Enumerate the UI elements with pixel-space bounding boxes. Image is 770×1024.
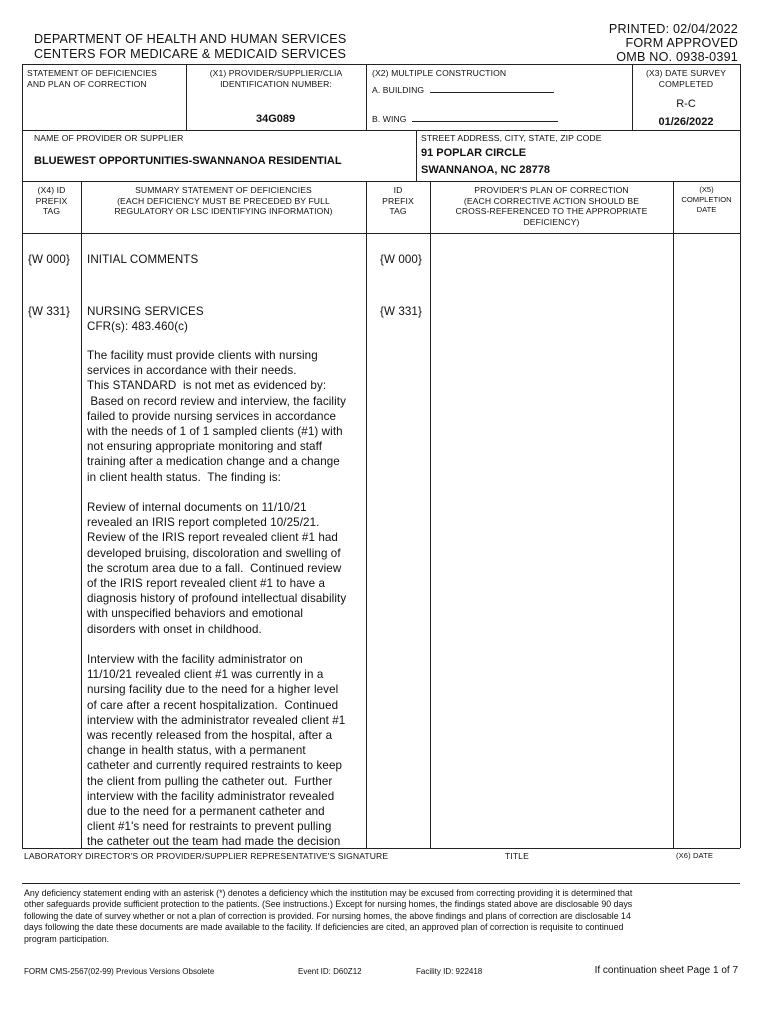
- x2-label: (X2) MULTIPLE CONSTRUCTION: [372, 68, 507, 78]
- form-number: FORM CMS-2567(02-99) Previous Versions Obsolete: [24, 967, 215, 976]
- narrative-paragraph: [87, 652, 363, 850]
- address-line-2: SWANNANOA, NC 28778: [421, 164, 550, 176]
- plan-column-header: PROVIDER'S PLAN OF CORRECTION (EACH CORRECTIVE ACTION SHOULD BE CROSS-REFERENCED TO THE APPROPRIATE DEFICIENCY): [455, 185, 648, 227]
- tag-w331-left: {W 331}: [28, 305, 70, 318]
- narrative-line: of the IRIS report revealed client #1 to have a: [87, 577, 326, 591]
- cfr-reference: CFR(s): 483.460(c): [87, 320, 189, 334]
- narrative-line: with unspecified behaviors and emotional: [87, 607, 304, 621]
- completion-column-header: (X5) COMPLETION DATE: [681, 185, 732, 214]
- summary-column-header: SUMMARY STATEMENT OF DEFICIENCIES (EACH DEFICIENCY MUST BE PRECEDED BY FULL REGULATORY OR LSC IDENTIFYING INFORMATION): [114, 185, 333, 216]
- narrative-line: of care after a recent hospitalization. Continued: [87, 698, 339, 712]
- narrative-line: revealed an IRIS report completed 10/25/21.: [87, 516, 320, 530]
- narrative-line: disorders with onset in childhood.: [87, 622, 262, 636]
- narrative-line: the catheter out the team had made the decision: [87, 835, 341, 849]
- disclaimer-line: following the date of survey whether or not a plan of correction is provided. For nursing homes, the above findings and plans of correction are disclosable 14: [24, 910, 631, 921]
- narrative-line: Interview with the facility administrator on: [87, 653, 303, 667]
- centers-name: CENTERS FOR MEDICARE & MEDICAID SERVICES: [34, 47, 347, 61]
- narrative-line: Based on record review and interview, the facility: [87, 394, 347, 408]
- disclaimer-line: other safeguards provide sufficient protection to the patients. (See instructions.) Except for nursing homes, the findings stated above are disclosable 90 days: [24, 899, 633, 910]
- form-meta: [609, 22, 738, 64]
- narrative-line: client #1's need for restraints to prevent pulling: [87, 820, 332, 834]
- provider-id-number: 34G089: [256, 113, 296, 125]
- narrative-line: due to the need for a permanent catheter and: [87, 805, 325, 819]
- department-name: DEPARTMENT OF HEALTH AND HUMAN SERVICES: [34, 32, 347, 46]
- narrative-paragraph: [87, 348, 363, 485]
- narrative-line: Review of internal documents on 11/10/21: [87, 501, 307, 515]
- narrative-line: This STANDARD is not met as evidenced by:: [87, 379, 327, 393]
- printed-date: PRINTED: 02/04/2022: [608, 22, 738, 36]
- narrative-line: services in accordance with their needs.: [87, 364, 297, 378]
- agency-heading: [34, 32, 346, 62]
- omb-number: OMB NO. 0938-0391: [616, 50, 738, 64]
- narrative-line: failed to provide nursing services in accordance: [87, 409, 337, 423]
- title-label: TITLE: [505, 851, 529, 861]
- disclaimer-line: Any deficiency statement ending with an asterisk (*) denotes a deficiency which the institution may be excused from correcting providing it is determined that: [24, 888, 633, 898]
- x1-label: (X1) PROVIDER/SUPPLIER/CLIA IDENTIFICATION NUMBER:: [209, 68, 343, 89]
- wing-blank: [412, 112, 558, 122]
- narrative-line: diagnosis history of profound intellectual disability: [87, 592, 347, 606]
- narrative-line: the client from pulling the catheter out. Further: [87, 774, 333, 788]
- narrative-line: Review of the IRIS report revealed client #1 had: [87, 531, 338, 545]
- date-label: (X6) DATE: [676, 851, 714, 860]
- disclaimer-line: program participation.: [24, 933, 110, 944]
- narrative-line: training after a medication change and a change: [87, 455, 340, 469]
- building-blank: [430, 83, 554, 93]
- narrative-line: interview with the administrator revealed client #1: [87, 713, 346, 727]
- survey-date: 01/26/2022: [658, 116, 714, 128]
- survey-code: R-C: [676, 98, 696, 110]
- narrative-line: interview with the facility administrator revealed: [87, 789, 335, 803]
- address-label: STREET ADDRESS, CITY, STATE, ZIP CODE: [421, 133, 602, 143]
- building-label: A. BUILDING: [372, 85, 425, 95]
- wing-label: B. WING: [372, 114, 407, 124]
- narrative-line: The facility must provide clients with nursing: [87, 349, 318, 362]
- tag-w331-right: {W 331}: [380, 305, 422, 318]
- narrative-line: catheter and currently required restraints to keep: [87, 759, 343, 773]
- narrative-line: nursing facility due to the need for a higher level: [87, 683, 339, 697]
- tag-w000-left: {W 000}: [28, 253, 70, 266]
- building-line: [372, 83, 554, 96]
- form-approved-label: FORM APPROVED: [625, 36, 738, 50]
- x3-label: (X3) DATE SURVEY COMPLETED: [645, 68, 727, 89]
- narrative-line: in client health status. The finding is:: [87, 470, 282, 484]
- initial-comments-title: INITIAL COMMENTS: [87, 253, 199, 266]
- wing-line: [372, 112, 558, 125]
- deficiency-narrative: [87, 348, 363, 865]
- address-line-1: 91 POPLAR CIRCLE: [421, 147, 527, 159]
- tag-w000-right: {W 000}: [380, 253, 422, 266]
- id-column-header: ID PREFIX TAG: [382, 185, 414, 216]
- page-number: If continuation sheet Page 1 of 7: [594, 965, 738, 976]
- event-id: Event ID: D60Z12: [298, 967, 362, 976]
- x4-column-header: (X4) ID PREFIX TAG: [35, 185, 68, 216]
- narrative-line: 11/10/21 revealed client #1 was currently in a: [87, 668, 324, 682]
- narrative-line: not ensuring appropriate monitoring and staff: [87, 440, 323, 454]
- disclaimer-line: days following the date these documents are made available to the facility. If deficiencies are cited, an approved plan of correction is requisite to continued: [24, 922, 624, 933]
- disclaimer-text: [24, 888, 740, 945]
- facility-id: Facility ID: 922418: [416, 967, 483, 976]
- provider-name: BLUEWEST OPPORTUNITIES-SWANNANOA RESIDENTIAL: [34, 155, 342, 167]
- narrative-line: was recently released from the hospital, after a: [87, 729, 333, 743]
- nursing-services-title: NURSING SERVICES CFR(s): 483.460(c): [87, 305, 204, 334]
- signature-label: LABORATORY DIRECTOR'S OR PROVIDER/SUPPLIER REPRESENTATIVE'S SIGNATURE: [24, 851, 389, 861]
- narrative-line: with the needs of 1 of 1 sampled clients (#1) with: [87, 425, 343, 439]
- narrative-paragraph: [87, 500, 363, 637]
- provider-name-label: NAME OF PROVIDER OR SUPPLIER: [34, 133, 184, 143]
- narrative-line: the scrotum area due to a fall. Continued review: [87, 561, 342, 575]
- narrative-line: developed bruising, discoloration and swelling of: [87, 546, 341, 560]
- statement-label: STATEMENT OF DEFICIENCIES AND PLAN OF CORRECTION: [27, 68, 157, 89]
- narrative-line: change in health status, with a permanent: [87, 744, 306, 758]
